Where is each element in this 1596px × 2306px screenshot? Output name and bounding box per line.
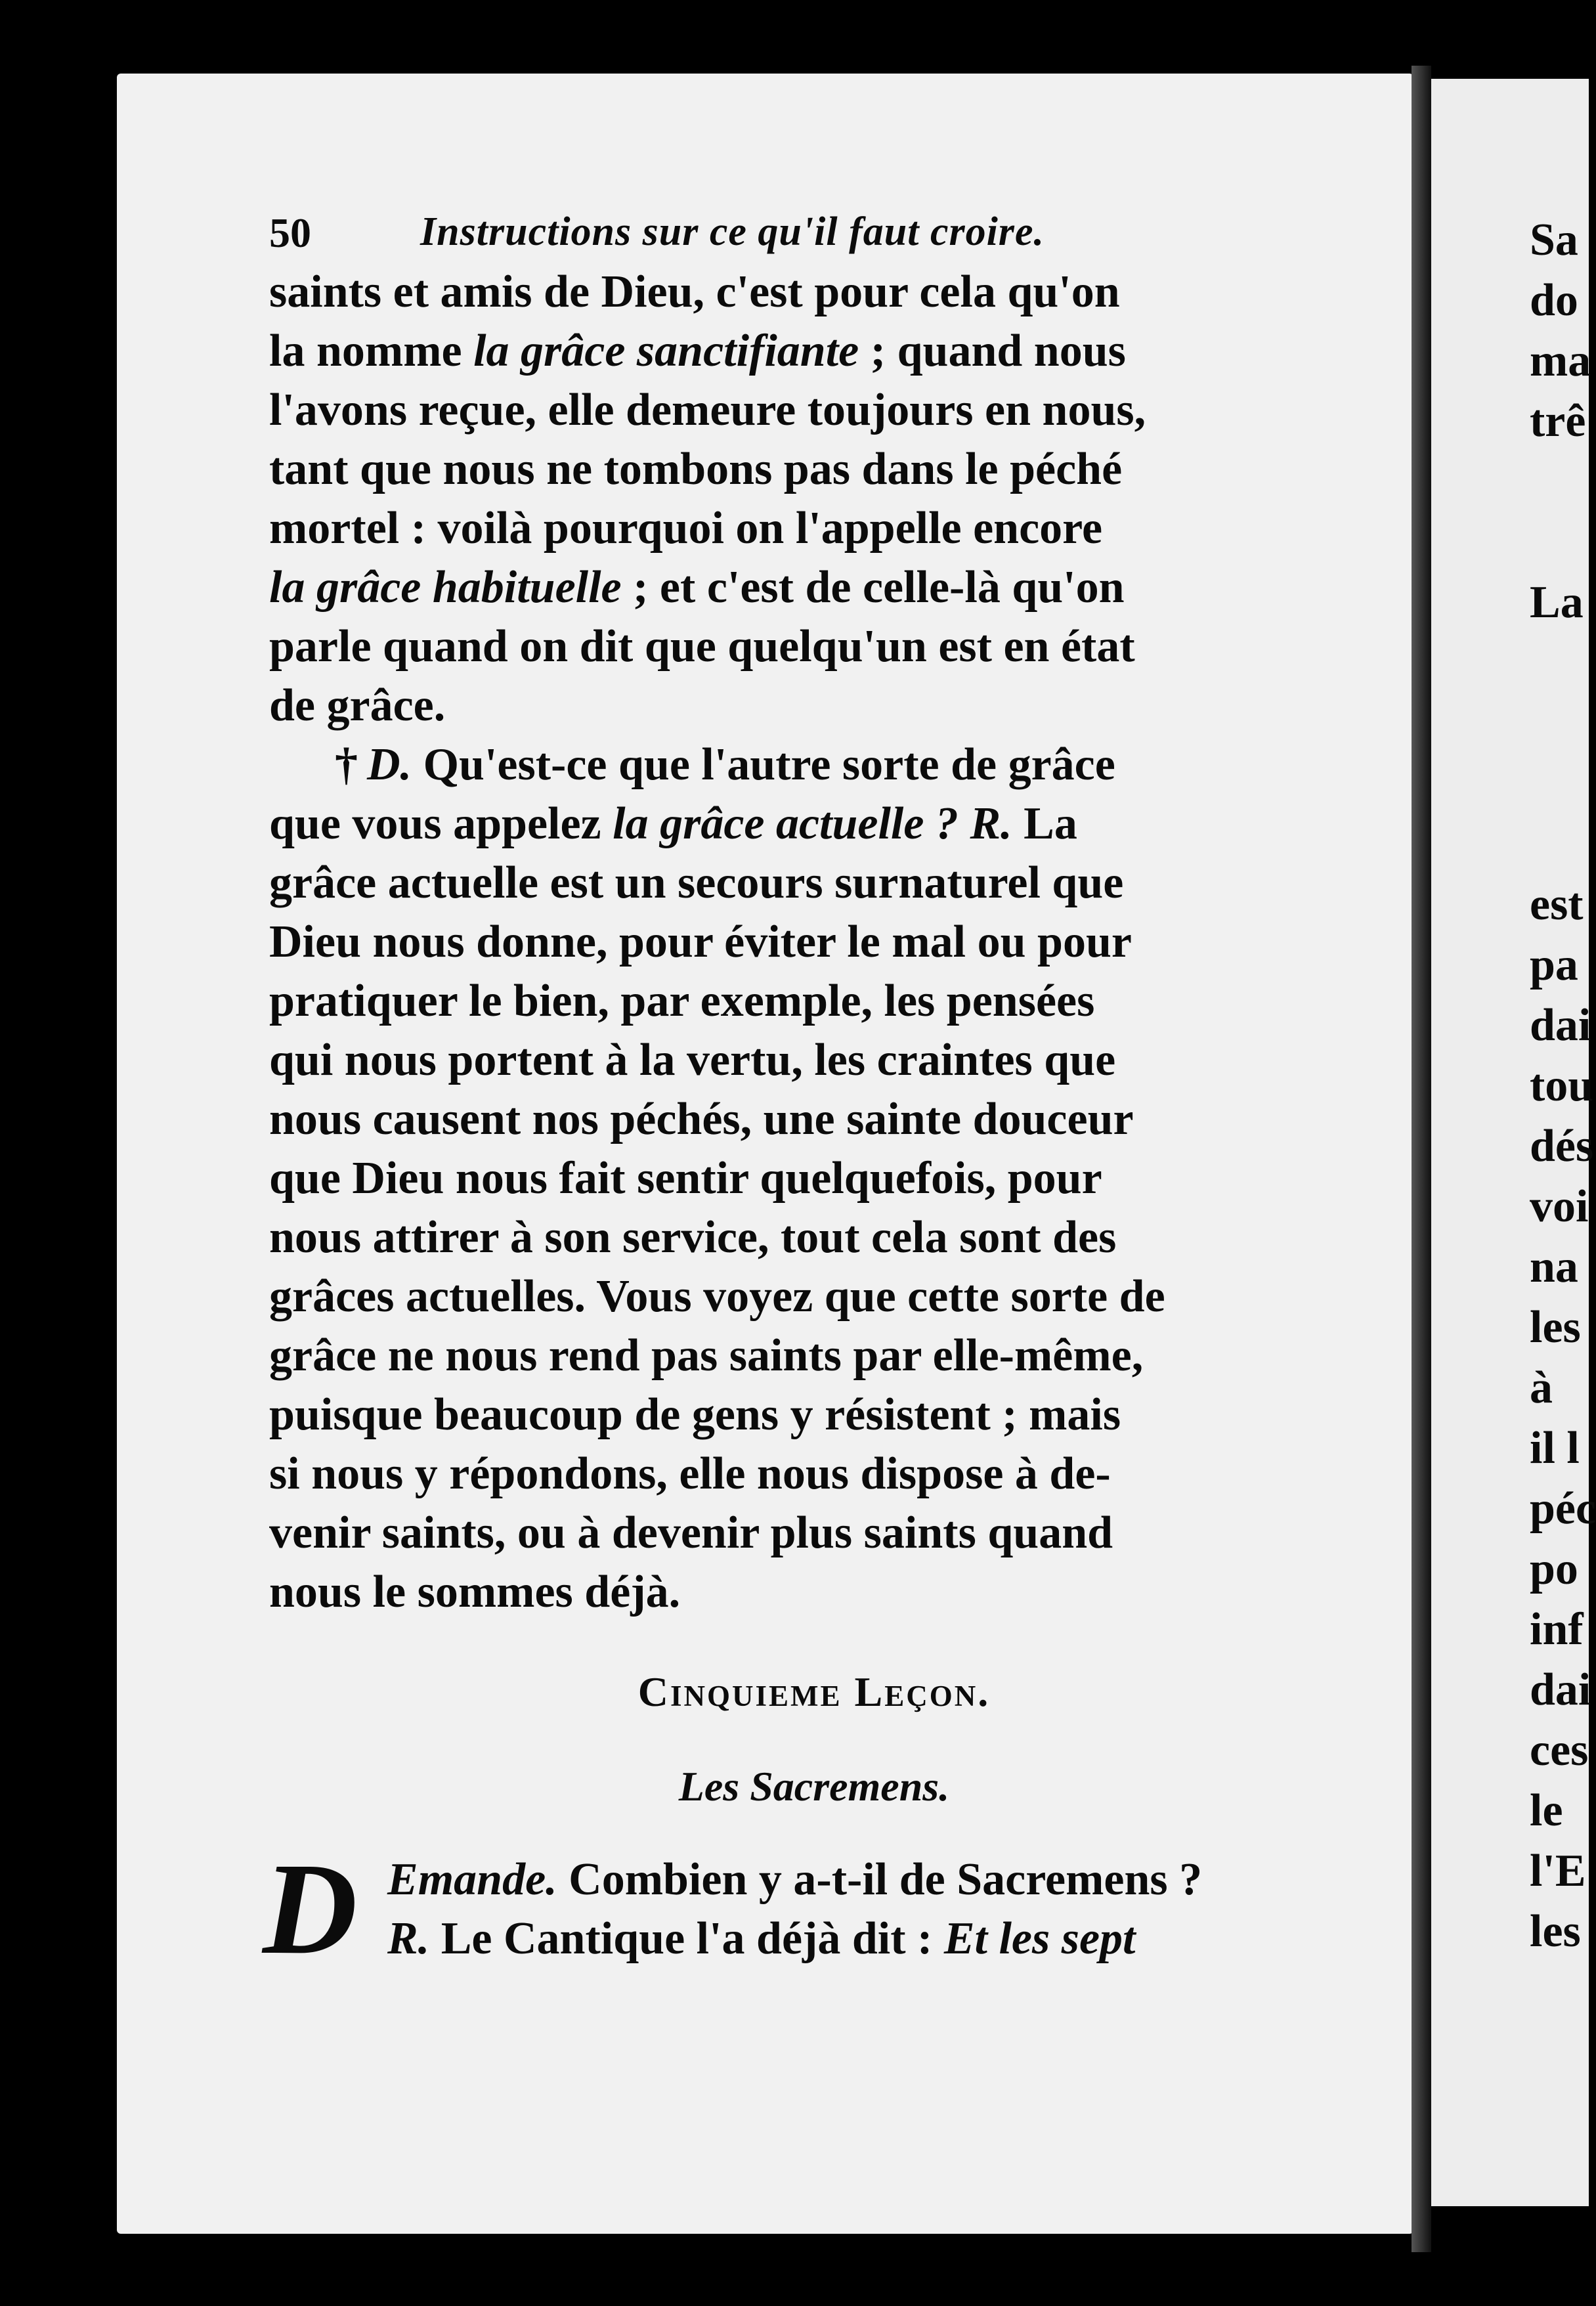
drop-cap: D — [263, 1837, 358, 1982]
question-italic: la grâce actuelle ? — [613, 798, 959, 849]
question-text: Qu'est-ce que l'autre sorte de grâce — [412, 739, 1115, 790]
right-page-fragment — [1530, 693, 1596, 754]
right-page-fragment: Sa — [1530, 215, 1578, 265]
running-title: Instructions sur ce qu'il faut croire. — [420, 209, 1045, 254]
paragraph-1 — [269, 263, 1359, 735]
demande-word: Emande. — [387, 1854, 557, 1905]
text-line: saints et amis de Dieu, c'est pour cela qu'on — [269, 267, 1120, 317]
right-page-fragment: les — [1530, 1906, 1581, 1957]
reponse-italic: Et les sept — [943, 1913, 1136, 1964]
text-line: pratiquer le bien, par exemple, les pensées — [269, 976, 1095, 1026]
right-page-fragment: na — [1530, 1242, 1578, 1292]
lesson-title: Cinquieme Leçon. — [637, 1668, 991, 1715]
right-page-fragment: dés — [1530, 1121, 1594, 1171]
right-page-fragment: inf — [1530, 1604, 1584, 1655]
question-lines — [387, 1850, 1372, 1969]
text-line: nous attirer à son service, tout cela sont des — [269, 1212, 1117, 1263]
question-line — [269, 735, 1359, 794]
section-title: Les Sacremens. — [678, 1763, 950, 1810]
right-page-fragment: voi — [1530, 1181, 1589, 1232]
right-page-fragment: do — [1530, 275, 1578, 326]
running-head — [269, 197, 1359, 263]
text-line: Dieu nous donne, pour éviter le mal ou pour — [269, 917, 1132, 967]
right-page-fragment: trê — [1530, 396, 1586, 446]
right-page-fragment: ma — [1530, 336, 1591, 386]
text-line: de grâce. — [269, 680, 446, 731]
dagger-mark: † — [335, 739, 358, 790]
right-page-fragment — [1530, 754, 1596, 814]
right-page-fragment: péc — [1530, 1483, 1596, 1534]
text-line: venir saints, ou à devenir plus saints quand — [269, 1508, 1113, 1558]
right-page-fragment — [1530, 452, 1596, 512]
right-page-fragment: l'E — [1530, 1846, 1586, 1896]
page-gutter — [1412, 66, 1431, 2252]
demande-text: Combien y a-t-il de Sacremens ? — [557, 1854, 1203, 1905]
right-page-fragment: il l — [1530, 1423, 1580, 1473]
text-line: parle quand on dit que quelqu'un est en état — [269, 621, 1135, 672]
question-line-b — [387, 1909, 1372, 1969]
right-page-fragment: les — [1530, 1302, 1581, 1353]
right-page-fragment: dai — [1530, 1000, 1591, 1051]
right-page-fragment: La — [1530, 577, 1584, 628]
question-block — [263, 1837, 1359, 1982]
text-line: la nomme la grâce sanctifiante ; quand nous — [269, 326, 1126, 376]
paragraph-2 — [269, 735, 1359, 1622]
right-page-fragment: ces — [1530, 1725, 1589, 1775]
text-line: que Dieu nous fait sentir quelquefois, pour — [269, 1153, 1102, 1204]
right-page-fragment: est — [1530, 879, 1584, 930]
right-page-fragment — [1530, 633, 1596, 693]
answer-marker: R. — [958, 798, 1012, 849]
question-marker: D. — [367, 739, 412, 790]
text-line: la grâce habituelle ; et c'est de celle-là qu'on — [269, 562, 1125, 613]
right-page-fragment: tou — [1530, 1060, 1594, 1111]
text-line: nous causent nos péchés, une sainte douceur — [269, 1094, 1134, 1144]
right-page-fragments — [1530, 210, 1596, 1962]
text-line: grâce ne nous rend pas saints par elle-même, — [269, 1330, 1144, 1381]
right-page-fragment: pa — [1530, 940, 1578, 990]
right-page-fragment: le — [1530, 1785, 1563, 1836]
text-line: qui nous portent à la vertu, les craintes que — [269, 1035, 1116, 1085]
text-line: mortel : voilà pourquoi on l'appelle encore — [269, 503, 1103, 554]
text-line: grâce actuelle est un secours surnaturel que — [269, 858, 1124, 908]
text-line: nous le sommes déjà. — [269, 1567, 681, 1617]
right-page-fragment: à — [1530, 1362, 1553, 1413]
right-page-fragment — [1530, 814, 1596, 875]
reponse-text: Le Cantique l'a déjà dit : — [429, 1913, 944, 1964]
text-line: grâces actuelles. Vous voyez que cette sorte de — [269, 1271, 1165, 1322]
right-page-fragment: po — [1530, 1544, 1578, 1594]
right-page-fragment: dai — [1530, 1664, 1591, 1715]
question-line-a — [387, 1850, 1372, 1909]
answer-start: La — [1012, 798, 1077, 849]
text-line: si nous y répondons, elle nous dispose à de- — [269, 1448, 1111, 1499]
right-page-fragment — [1530, 512, 1596, 573]
page-number: 50 — [269, 209, 311, 256]
text-line: puisque beaucoup de gens y résistent ; mais — [269, 1389, 1121, 1440]
question-text-2: que vous appelez — [269, 798, 613, 849]
page-text — [263, 197, 1359, 1982]
text-line: l'avons reçue, elle demeure toujours en nous, — [269, 385, 1146, 435]
question-line-2 — [269, 794, 1359, 854]
reponse-marker: R. — [387, 1913, 430, 1964]
text-line: tant que nous ne tombons pas dans le péché — [269, 444, 1123, 494]
